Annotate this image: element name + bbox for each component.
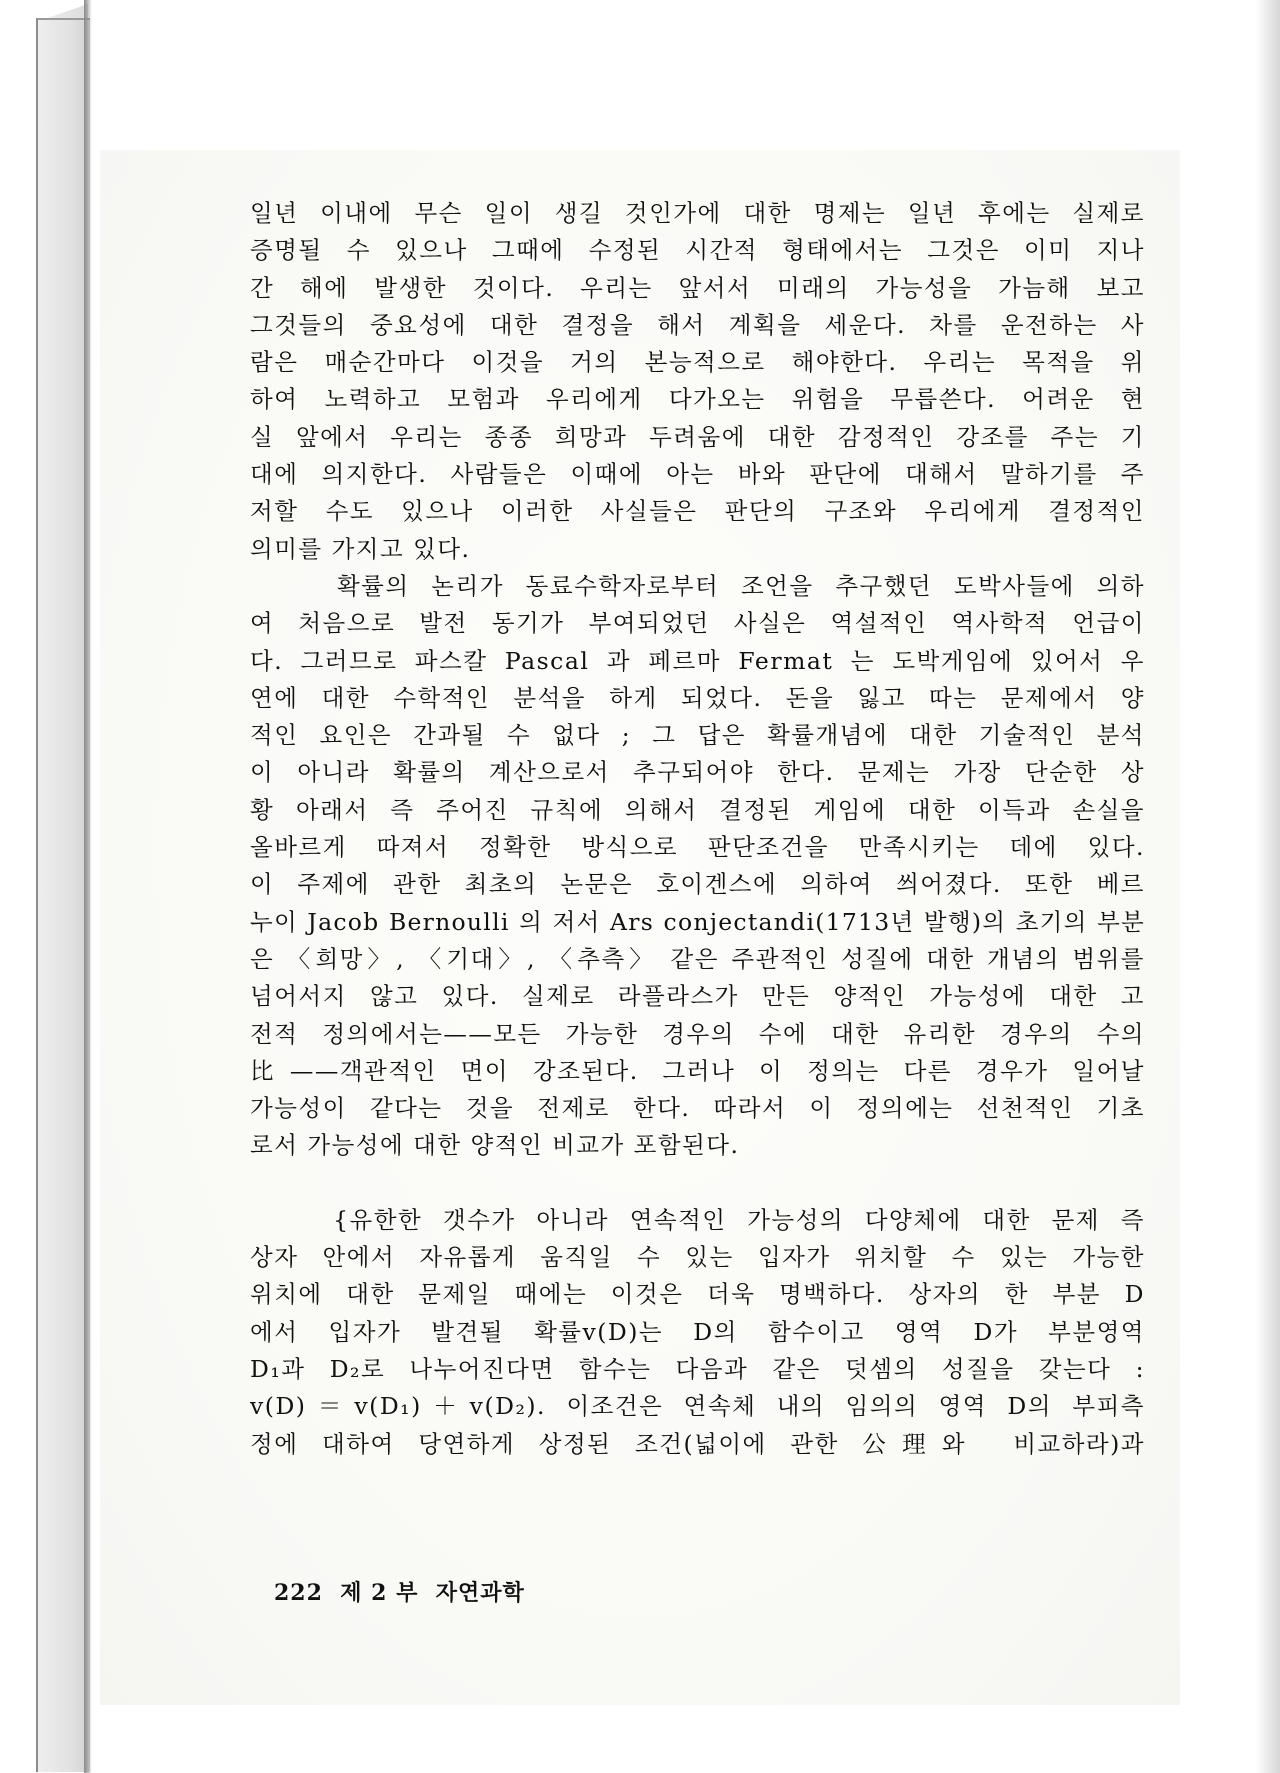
text-line: 위치에 대한 문제일 때에는 이것은 더욱 명백하다. 상자의 한 부분 D: [250, 1280, 1145, 1309]
paragraph-1: [250, 195, 1145, 568]
text-line: 일년 이내에 무슨 일이 생길 것인가에 대한 명제는 일년 후에는 실제로: [250, 199, 1145, 227]
text-line: 연에 대한 수학적인 분석을 하게 되었다. 돈을 잃고 따는 문제에서 양: [250, 683, 1145, 712]
text-line: 저할 수도 있으나 이러한 사실들은 판단의 구조와 우리에게 결정적인: [250, 497, 1145, 526]
text-line: v(D)＝v(D₁)＋v(D₂). 이조건은 연속체 내의 임의의 영역 D의 부피측: [250, 1392, 1145, 1421]
text-line: 누이 Jacob Bernoulli 의 저서 Ars conjectandi(1713년 발행)의 초기의 부분: [250, 907, 1145, 936]
text-line: 다. 그러므로 파스칼 Pascal 과 페르마 Fermat 는 도박게임에 있어서 우: [250, 646, 1145, 675]
text-line: 로서 가능성에 대한 양적인 비교가 포함된다.: [250, 1131, 740, 1160]
text-line: 그것들의 중요성에 대한 결정을 해서 계획을 세운다. 차를 운전하는 사: [250, 310, 1145, 339]
text-line: 이 아니라 확률의 계산으로서 추구되어야 한다. 문제는 가장 단순한 상: [250, 758, 1145, 787]
text-line: 올바르게 따져서 정확한 방식으로 판단조건을 만족시키는 데에 있다.: [250, 833, 1145, 862]
text-line: 전적 정의에서는——모든 가능한 경우의 수에 대한 유리한 경우의 수의: [250, 1019, 1145, 1048]
text-line: 정에 대하여 당연하게 상정된 조건(넓이에 관한 公理와 비교하라)과: [250, 1429, 1145, 1458]
text-line: 간 해에 발생한 것이다. 우리는 앞서서 미래의 가능성을 가늠해 보고: [250, 273, 1145, 302]
text-line: 대에 의지한다. 사람들은 이때에 아는 바와 판단에 대해서 말하기를 주: [250, 460, 1145, 489]
text-line: 가능성이 같다는 것을 전제로 한다. 따라서 이 정의에는 선천적인 기초: [250, 1094, 1145, 1123]
page-footer: 222 제 2 부 자연과학: [274, 1580, 525, 1606]
text-line: 적인 요인은 간과될 수 없다 ; 그 답은 확률개념에 대한 기술적인 분석: [250, 721, 1145, 750]
text-line: 하여 노력하고 모험과 우리에게 다가오는 위험을 무릅쓴다. 어려운 현: [250, 385, 1145, 414]
text-line: 넘어서지 않고 있다. 실제로 라플라스가 만든 양적인 가능성에 대한 고: [250, 982, 1145, 1011]
paragraph-2: [250, 568, 1145, 1165]
text-line: 比——객관적인 면이 강조된다. 그러나 이 정의는 다른 경우가 일어날: [250, 1056, 1145, 1085]
page-gutter-shadow: [84, 0, 92, 1773]
text-line: 황 아래서 즉 주어진 규칙에 의해서 결정된 게임에 대한 이득과 손실을: [250, 795, 1145, 824]
text-line: 상자 안에서 자유롭게 움직일 수 있는 입자가 위치할 수 있는 가능한: [250, 1243, 1145, 1272]
paragraph-spacer: [250, 1165, 1145, 1202]
text-line: 여 처음으로 발전 동기가 부여되었던 사실은 역설적인 역사학적 언급이: [250, 609, 1145, 638]
text-line: 이 주제에 관한 최초의 논문은 호이겐스에 의하여 씌어졌다. 또한 베르: [250, 870, 1145, 899]
text-line: D₁과 D₂로 나누어진다면 함수는 다음과 같은 덧셈의 성질을 갖는다 :: [250, 1354, 1145, 1383]
text-line: 실 앞에서 우리는 종종 희망과 두려움에 대한 감정적인 강조를 주는 기: [250, 422, 1145, 451]
text-line: 에서 입자가 발견될 확률v(D)는 D의 함수이고 영역 D가 부분영역: [250, 1317, 1145, 1346]
text-line: 증명될 수 있으나 그때에 수정된 시간적 형태에서는 그것은 이미 지나: [250, 236, 1145, 265]
text-line: 의미를 가지고 있다.: [250, 534, 471, 563]
text-line: 확률의 논리가 동료수학자로부터 조언을 추구했던 도박사들에 의하: [250, 571, 1145, 600]
book-spine: [36, 18, 90, 1772]
text-line: {유한한 갯수가 아니라 연속적인 가능성의 다양체에 대한 문제 즉: [250, 1205, 1145, 1234]
text-line: 은 〈희망〉, 〈기대〉, 〈추측〉 같은 주관적인 성질에 대한 개념의 범위를: [250, 944, 1145, 973]
page-right-edge: [1256, 0, 1280, 1773]
page-body-text: [250, 195, 1145, 1463]
text-line: 람은 매순간마다 이것을 거의 본능적으로 해야한다. 우리는 목적을 위: [250, 348, 1145, 377]
paragraph-3: [250, 1202, 1145, 1463]
